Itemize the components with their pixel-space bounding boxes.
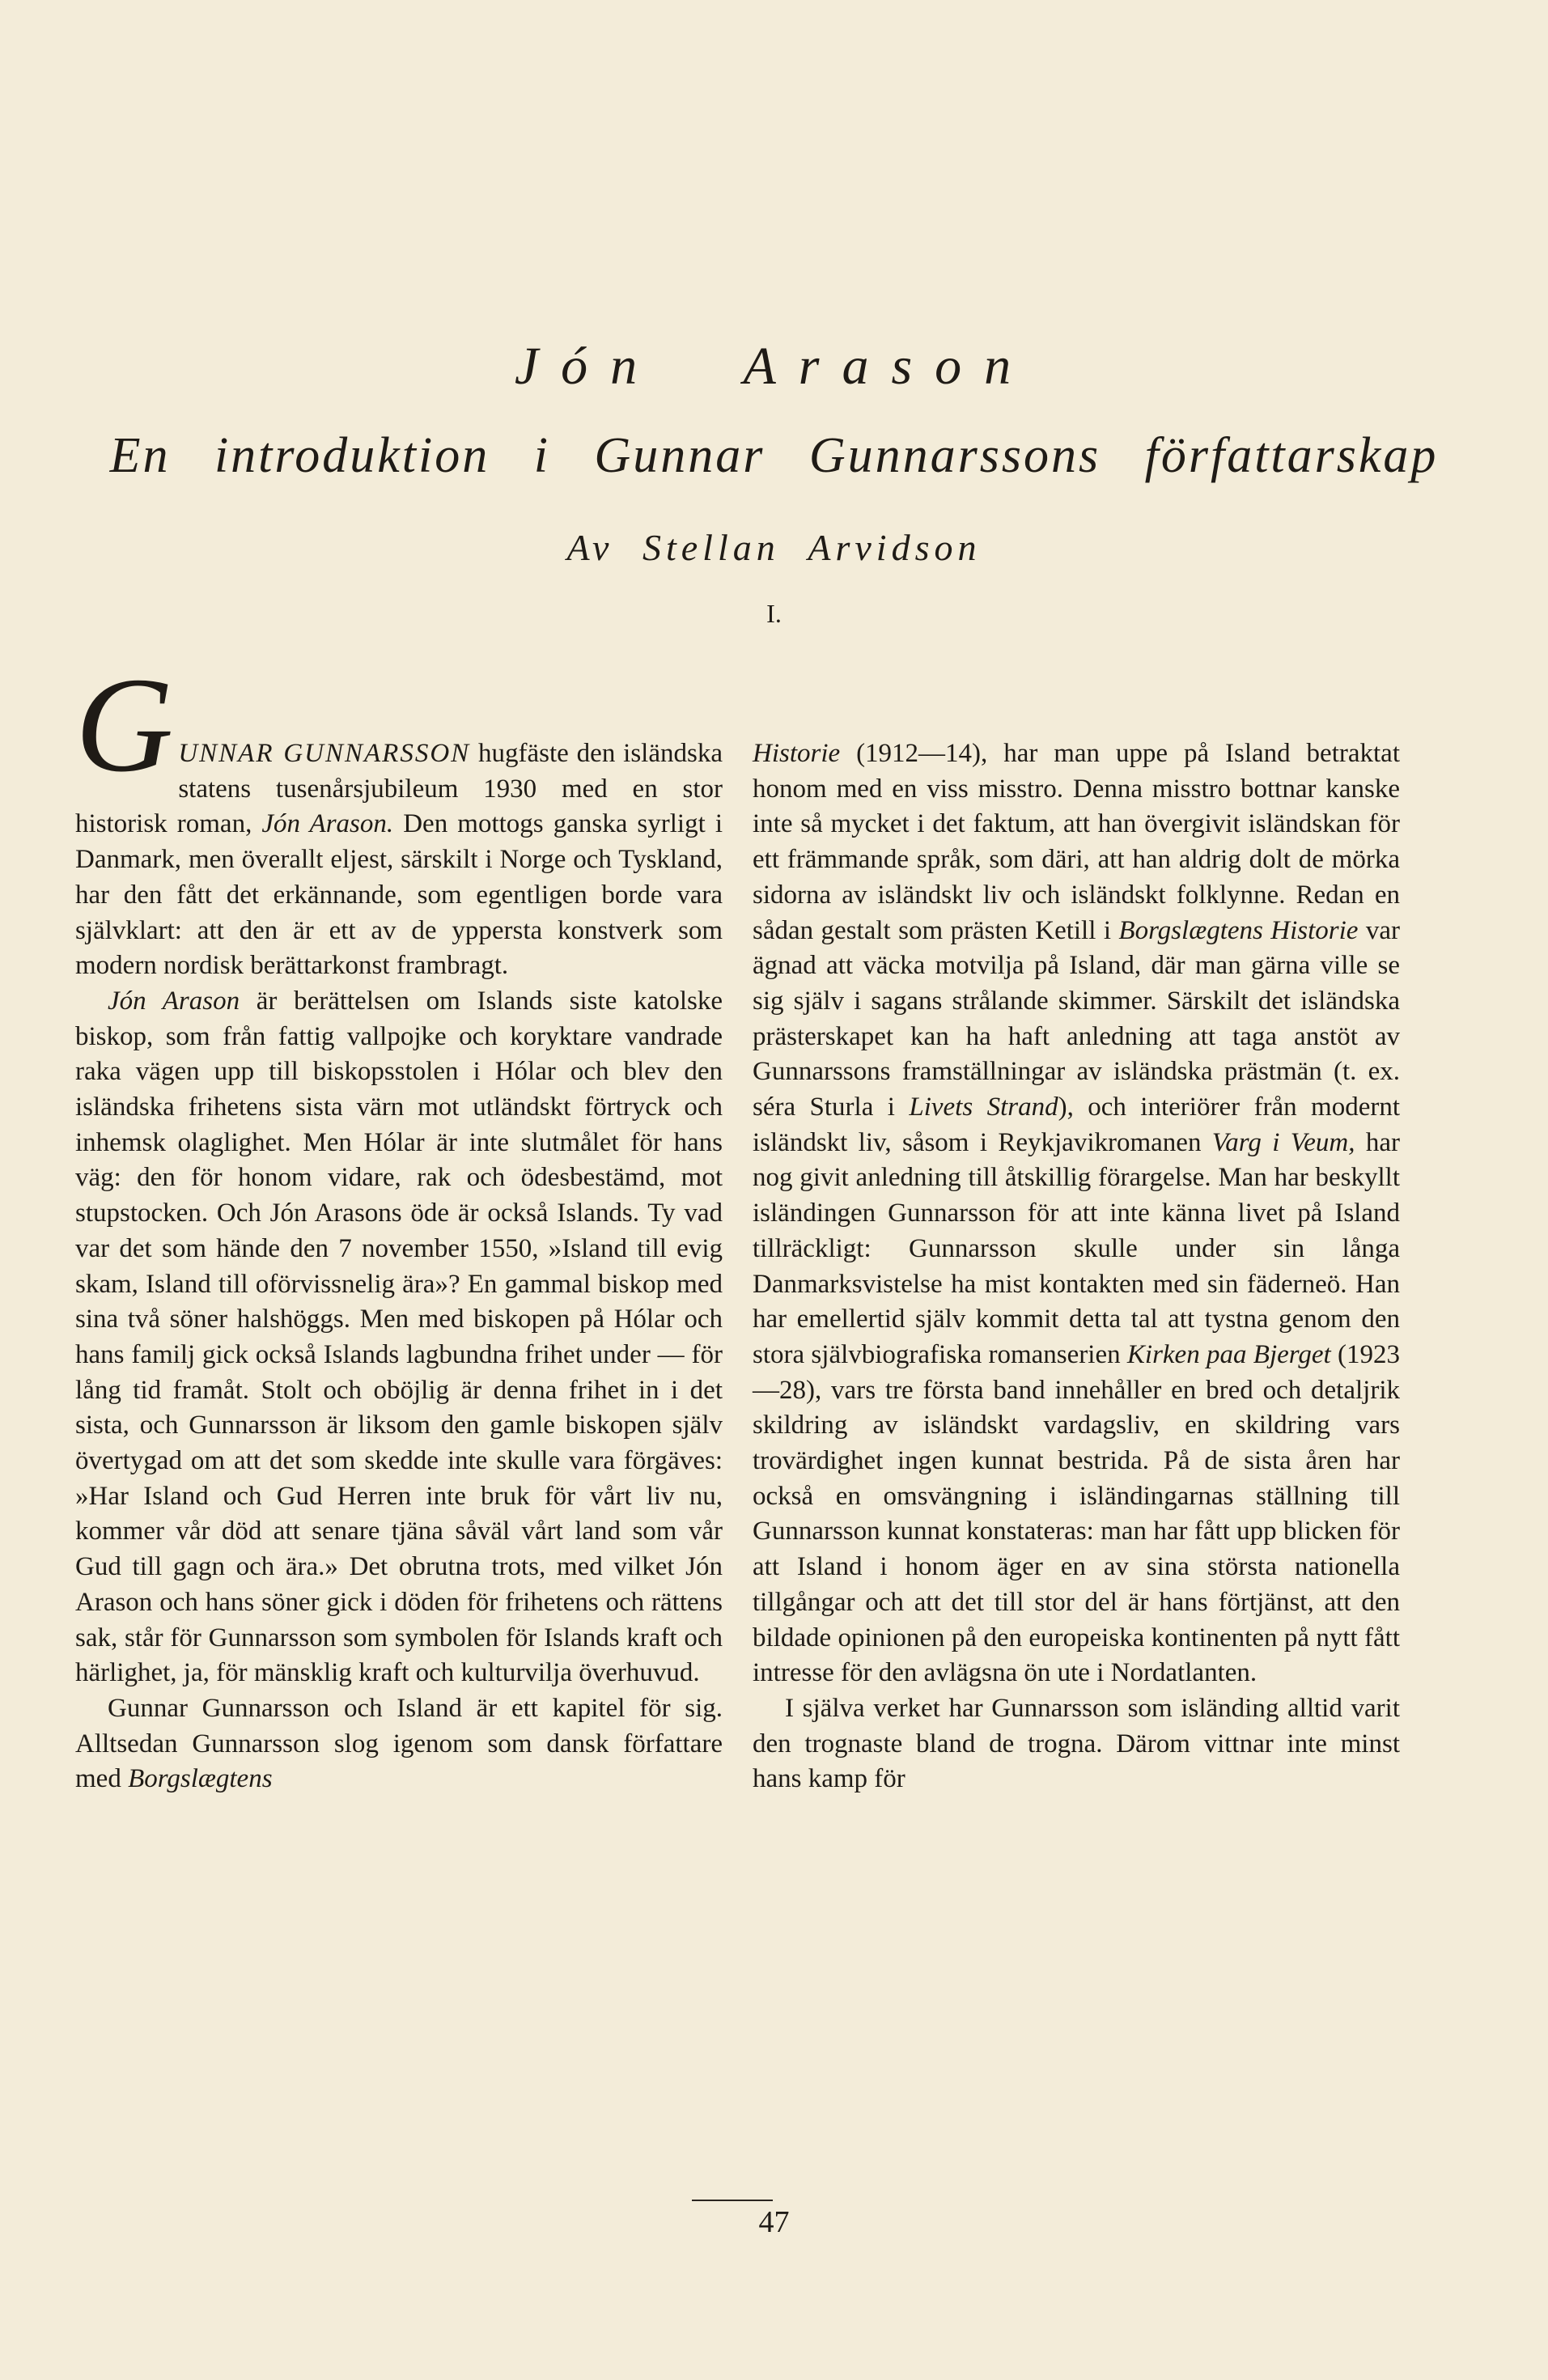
section-number: I. [766,599,782,628]
byline: Av Stellan Arvidson [566,527,982,568]
paragraph-1-text: hugfäste den isländska statens tusenårsjubileum 1930 med en stor historisk roman, [75,739,723,839]
paragraph-1 [75,650,723,984]
paragraph-4-text-b: var ägnad att väcka motvilja på Island, där man gärna ville se sig själv i sagans strålande skimmer. Särskilt det isländska prästerskapet kan ha haft anledning att taga anstöt av Gunnarssons framställningar av isländska prästmän (t. ex. séra Sturla i [753,915,1401,1122]
drop-cap: G [75,650,174,800]
paragraph-4 [753,736,1400,1691]
paragraph-3-text: Gunnar Gunnarsson och Island är ett kapitel för sig. Alltsedan Gunnarsson slog igenom som dansk författare med [75,1693,723,1794]
paragraph-2-text: är berättelsen om Islands siste katolske biskop, som från fattig vallpojke och koryktare vandrade raka vägen upp till biskopsstolen i Hólar och blev den isländska frihetens sista värn mot utländskt förtryck och inhemsk olaglighet. Men Hólar är inte slutmålet för hans väg: den för honom vidare, rak och ödesbestämd, mot stupstocken. Och Jón Arasons öde är också Islands. Ty vad var det som hände den 7 november 1550, »Island till evig skam, Island till oförvissnelig ära»? En gammal biskop med sina två söner halshöggs. Men med biskopen på Hólar och hans familj gick också Islands lagbundna frihet under — för lång tid framåt. Stolt och oböjlig är denna frihet in i det sista, och Gunnarsson är liksom den gamle biskopen själv övertygad om att det som skedde inte skulle vara förgäves: »Har Island och Gud Herren inte bruk för vårt liv nu, kommer vår död att senare tjäna såväl vårt land som vår Gud till gagn och ära.» Det obrutna trots, med vilket Jón Arason och hans söner gick i döden för frihetens och rättens sak, står för Gunnarsson som symbolen för Islands kraft och härlighet, ja, för mänsklig kraft och kulturvilja överhuvud. [75,986,723,1688]
page-number-rule [692,2200,773,2201]
left-column [75,650,723,1797]
book-title-jon-arason-2: Jón Arason [108,986,240,1016]
paragraph-4-text-d: har nog givit anledning till åtskillig förargelse. Man har beskyllt isländingen Gunnarsson för att inte känna livet på Island tillräckligt: Gunnarsson skulle under sin långa Danmarksvistelse ha mist kontakten med sin fäderneö. Han har emellertid själv kommit detta tal att tystna genom den stora självbiografiska romanserien [753,1127,1401,1369]
book-title-borgslaegtens: Borgslægtens [128,1764,273,1794]
article-subtitle: En introduktion i Gunnar Gunnarssons författarskap [109,428,1439,483]
book-title-varg-i-veum: Varg i Veum, [1211,1127,1355,1157]
paragraph-3 [75,1691,723,1797]
book-title-kirken-paa-bjerget: Kirken paa Bjerget [1126,1339,1331,1369]
book-title-jon-arason: Jón Arason. [261,809,394,839]
paragraph-5-text: I själva verket har Gunnarsson som isländing alltid varit den trognaste bland de trogna. Därom vittnar inte minst hans kamp för [753,1693,1400,1794]
opening-smallcaps: UNNAR GUNNARSSON [178,739,471,768]
right-column [753,736,1400,1797]
paragraph-4-text-c: ), och interiörer från modernt isländskt liv, såsom i Reykjavikromanen [753,1092,1400,1157]
paragraph-5 [753,1691,1400,1797]
paragraph-1-text-end: Den mottogs ganska syrligt i Danmark, men överallt eljest, särskilt i Norge och Tyskland, har den fått det erkännande, som egentligen borde vara självklart: att den är ett av de yppersta konstverk som modern nordisk berättarkonst frambragt. [75,809,723,981]
paragraph-2 [75,984,723,1691]
book-title-borgslaegtens-historie: Borgslægtens Historie [1118,915,1359,945]
page-number: 47 [758,2205,790,2239]
paragraph-4-text-a: (1912—14), har man uppe på Island betraktat honom med en viss misstro. Denna misstro bottnar kanske inte så mycket i det faktum, att han övergivit isländskan för ett främmande språk, som däri, att han aldrig dolt de mörka sidorna av isländskt liv och isländskt folklynne. Redan en sådan gestalt som prästen Ketill i [753,739,1400,945]
paragraph-4-text-e: (1923—28), vars tre första band innehåller en bred och detaljrik skildring av isländskt vardagsliv, en skildring vars trovärdighet ingen kunnat bestrida. På de sista åren har också en omsvängning i isländingarnas ställning till Gunnarsson kunnat konstateras: man har fått upp blicken för att Island i honom äger en av sina största nationella tillgångar och att det till stor del är hans förtjänst, att den bildade opinionen på den europeiska kontinenten på nytt fått intresse för den avlägsna ön ute i Nordatlanten. [753,1339,1400,1688]
book-title-livets-strand: Livets Strand [909,1092,1058,1122]
book-title-historie: Historie [753,739,841,768]
article-title: Jón Arason [514,337,1034,396]
